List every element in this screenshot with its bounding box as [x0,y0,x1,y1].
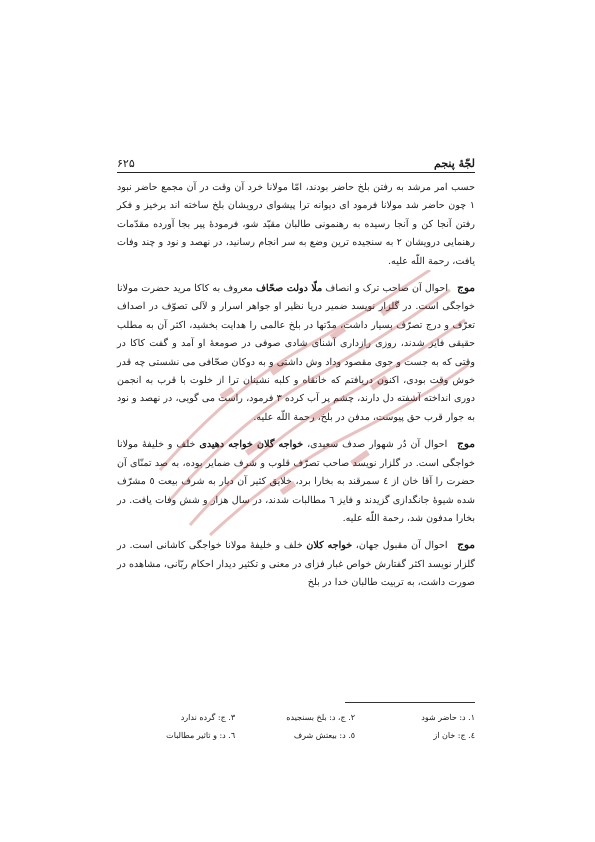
footnote-row [117,709,475,727]
footnote-row [117,727,475,745]
chapter-title: لجّهٔ پنجم [434,157,475,170]
main-text [117,179,475,601]
person-name: خواجه کلان [306,540,353,552]
mauj-marker: موج [457,438,475,451]
mauj-marker: موج [457,539,476,552]
header-divider [117,172,475,173]
paragraph-text: خلف و خلیفهٔ مولانا خواجگی کاشانی است. در گلزار نویسد اکثر گفتارش خواص غبار فزای در معنی و تکثیر دیدار احکام ربّانی، مشاهده در صورت داشت، به تربیت طالبان خدا در بلخ [117,540,475,589]
paragraph-text: خلف و خلیفهٔ مولانا خواجگی است. در گلزار نویسد صاحب تصرّف قلوب و شرف ضمایر بوده، به صد تمنّای آن حضرت را آقا خان از ٤ سمرقند به بخارا برد، خلایق کثیر آن دیار به شرف بیعت ٥ مشرّف شده شیوهٔ جانگدازی گزیدند و فایز ٦ مطالبات شدند، در سال هزار و شش وفات یافت. در بخارا مدفون شد، رحمة اللّه علیه. [117,439,475,524]
paragraph-mauj-2 [117,435,475,528]
footnote-divider [345,702,475,703]
person-name: خواجه گلان خواجه دهیدی [199,439,304,451]
mauj-marker: موج [457,282,475,295]
paragraph-text: معروف به کاکا مرید حضرت مولانا خواجگی است. در گلزار نویسد ضمیر دریا نظیر او جواهر اسرار و لآلی تصوّف در اصداف تعرّف و درج تصرّف بسیار داشت، مدّتها در بلخ عالمی را هدایت بخشید، اکثر آن به مطلب حقیقی فایز شدند، روزی رازداری آشنای شادی صوفی در صومعهٔ او آمد و گفت کاکا در وقتی که به جست و جوی مقصود وداد وش داشتی و به دوکان صحّافی می نشستی چه قدر خوش وقت بودی، اکنون دریافتم که خانقاه و کلبه نشینان ترا از خلوت با قرب به انجمن دوری انداخته آشفته دل دارند، چشم پر آب کرده ٣ فرمود، راست می گویی، در نهصد و نود به جوار قرب حق پیوست، مدفن در بلخ، رحمة اللّه علیه. [117,283,475,423]
page-header [117,152,475,170]
paragraph-lead: احوال آن مقبول جهان، [355,540,448,552]
footnote-item: ٣. ج: گرده ندارد [180,713,236,722]
paragraph-lead: احوال آن دُر شهوار صدف سعیدی، [307,439,448,451]
footnote-item: ٥. د: بیعتش شرف [293,731,356,740]
person-name: ملّا دولت صحّاف [256,283,323,295]
paragraph-mauj-3 [117,536,475,592]
footnote-item: ٢. ج، د: بلخ بسنجیده [286,713,356,722]
page-number: ۶۲۵ [117,157,135,170]
footnotes [117,709,475,745]
paragraph-intro: حسب امر مرشد به رفتن بلخ حاضر بودند، امّا مولانا خرد آن وقت در آن مجمع حاضر نبود ١ چون حاضر شد مولانا فرمود ای دیوانه ترا پیشوای درویشان بلخ ساخته اند برخیز و فکر رفتن آنجا کن و آنجا رسیده به رهنمونی طالبان مقیّد شو، فرمودهٔ پیر بجا آورده مقدّمات رهنمایی درویشان ٢ به سنجیده ترین وضع به سر انجام رسانید، در نهصد و نود و چند وفات یافت، رحمة اللّه علیه. [117,182,476,267]
paragraph-lead: احوال آن صاحب ترک و انصاف [325,283,449,295]
footnote-item: ٦. د: و تاثیر مطالبات [166,731,236,740]
footnote-item: ١. د: حاضر شود [421,713,475,722]
footnote-item: ٤. ج: خان از [433,731,475,740]
paragraph-mauj-1 [117,279,475,427]
